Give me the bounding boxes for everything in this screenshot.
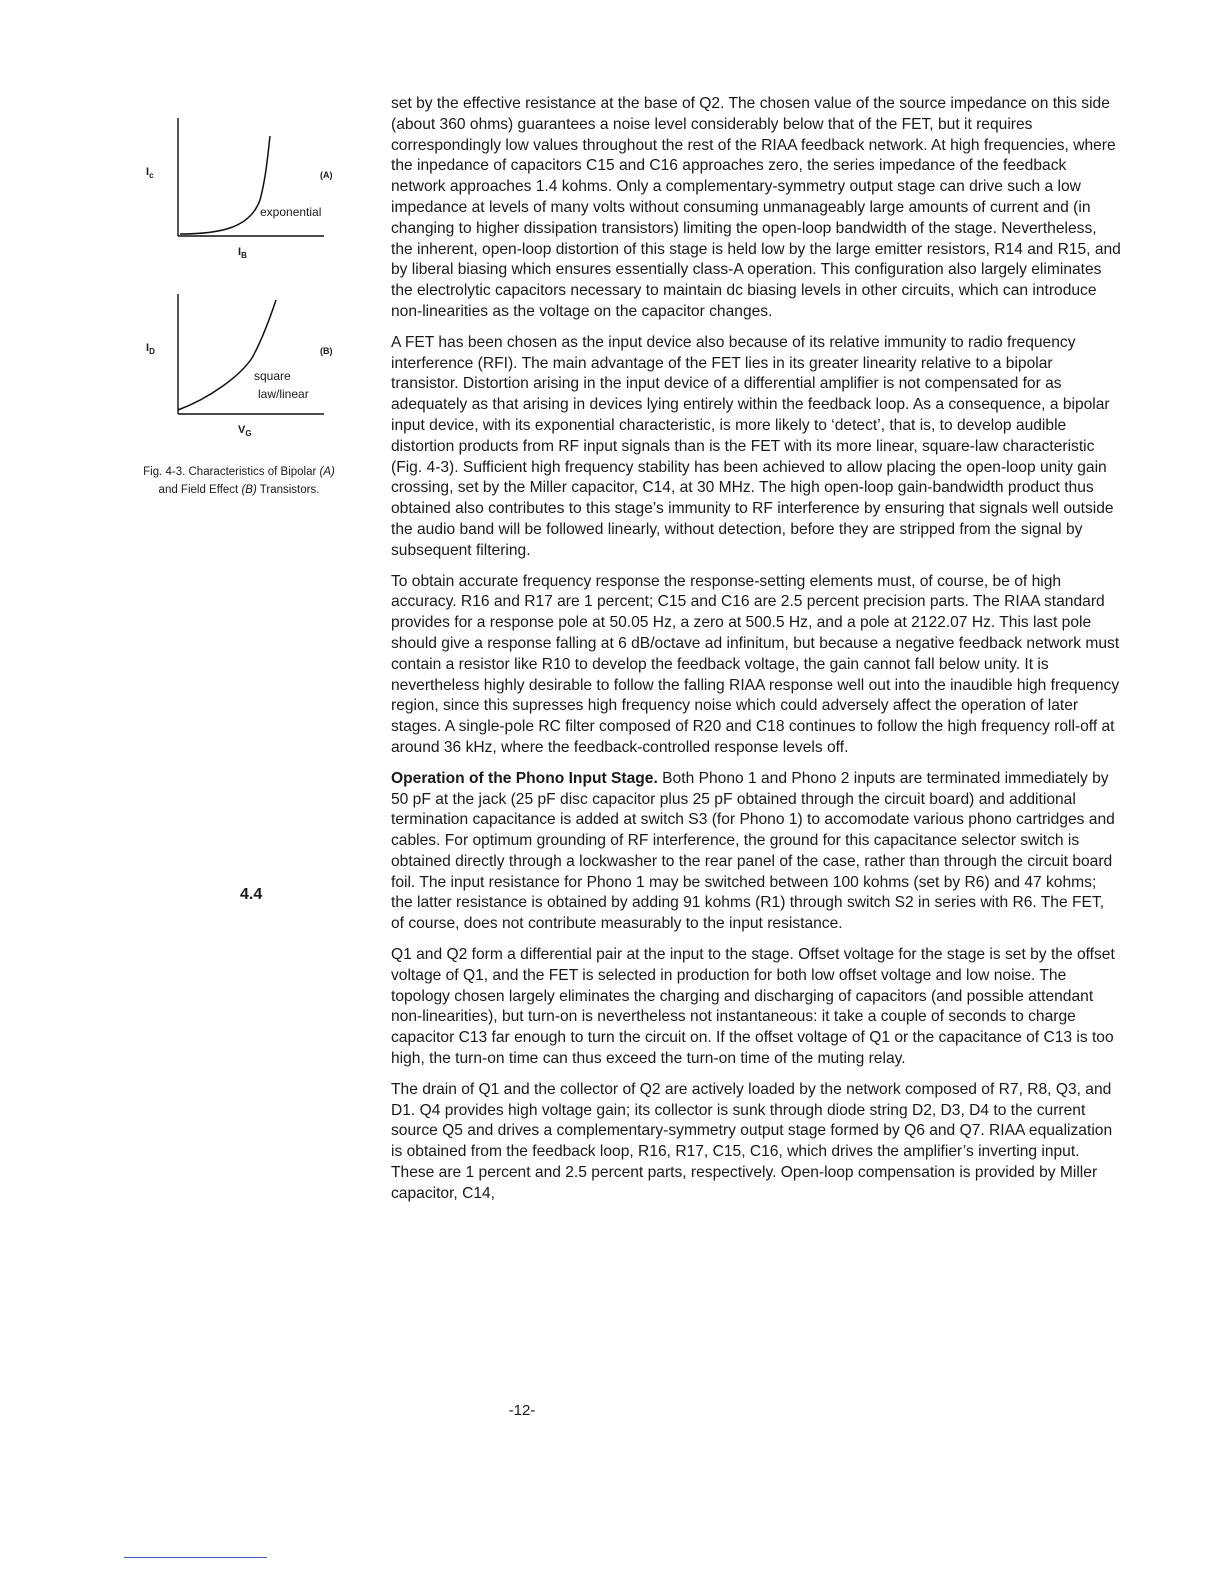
figure-caption [108,463,370,499]
graph-a-y-axis-label: $I_c$ [146,166,154,181]
page-number: -12- [508,1402,536,1419]
graph-b-y-axis-label: $I_D$ [146,342,155,357]
graph-a-exponential-curve [180,136,270,234]
graph-a-curve-label: exponential [260,205,322,219]
body-text-column [391,94,1121,1215]
graph-b-tag: (B) [320,346,333,356]
characteristic-curves-drawing [110,108,370,448]
transistor-characteristics-figure [110,108,370,508]
paragraph-frequency-response: To obtain accurate frequency response the response-setting elements must, of course, be of high accuracy. R16 and R17 are 1 percent; C15 and C16 are 2.5 percent precision parts. The RIAA standard provides for a response pole at 50.05 Hz, a zero at 500.5 Hz, and a pole at 2122.07 Hz. This last pole should give a response falling at 6 dB/octave ad infinitum, but because a negative feedback network must contain a resistor like R10 to develop the feedback voltage, the gain cannot fall below unity. It is nevertheless highly desirable to follow the falling RIAA response well out into the inaudible high frequency region, since this supresses high frequency noise which could adversely affect the operation of later stages. A single-pole RC filter composed of R20 and C18 continues to follow the high frequency roll-off at around 36 kHz, where the feedback-controlled response levels off. [391,572,1120,756]
graph-b-curve-label-line1: square [254,369,291,383]
section-heading: Operation of the Phono Input Stage. [391,769,658,787]
paragraph-phono-input-stage: Operation of the Phono Input Stage. Both Phono 1 and Phono 2 inputs are terminated immediately by 50 pF at the jack (25 pF disc capacitor plus 25 pF obtained through the circuit board) and additional termination capacitance is added at switch S3 (for Phono 1) to accomodate various phono cartridges and cables. For optimum grounding of RF interference, the ground for this capacitance selector switch is obtained directly through a lockwasher to the rear panel of the case, rather than through the circuit board foil. The input resistance for Phono 1 may be switched between 100 kohms (set by R6) and 47 kohms; the latter resistance is obtained by adding 91 kohms (R1) through switch S2 in series with R6. The FET, of course, does not contribute measurably to the input resistance. [391,769,1115,933]
paragraph-fet-rfi: A FET has been chosen as the input device also because of its relative immunity to radio frequency interference (RFI). The main advantage of the FET lies in its greater linearity relative to a bipolar transistor. Distortion arising in the input device of a differential amplifier is not compensated for as adequately as that arising in devices lying entirely within the feedback loop. As a consequence, a bipolar input device, with its exponential characteristic, is more likely to ‘detect’, that is, to develop audible distortion products from RF input signals than is the FET with its more linear, square-law characteristic (Fig. 4-3). Sufficient high frequency stability has been achieved to allow placing the open-loop unity gain crossing, set by the Miller capacitor, C14, at 30 MHz. The high open-loop gain-bandwidth product thus obtained also contributes to this stage’s immunity to RF interference by ensuring that signals well outside the audio band will be followed linearly, without detection, before they are stripped from the signal by subsequent filtering. [391,333,1114,559]
figure-caption-line1: Fig. 4-3. Characteristics of Bipolar (A) [143,466,335,478]
graph-a-tag: (A) [320,170,333,180]
footer-rule [124,1557,267,1558]
graph-b-x-axis-label: $V_G$ [238,424,252,439]
figure-caption-line2: and Field Effect (B) Transistors. [158,484,320,496]
section-number: 4.4 [240,886,263,903]
graph-b-curve-label-line2: law/linear [258,387,309,401]
paragraph-feedback-network: set by the effective resistance at the base of Q2. The chosen value of the source impedance on this side (about 360 ohms) guarantees a noise level considerably below that of the FET, but it requires correspondingly low values throughout the rest of the RIAA feedback network. At high frequencies, where the inpedance of capacitors C15 and C16 approaches zero, the series impedance of the feedback network approaches 1.4 kohms. Only a complementary-symmetry output stage can drive such a low impedance at levels of many volts without consuming unmanageably large amounts of current and (in changing to higher dissipation transistors) limiting the open-loop bandwidth of the stage. Nevertheless, the inherent, open-loop distortion of this stage is held low by the large emitter resistors, R14 and R15, and by liberal biasing which ensures essentially class-A operation. This configuration also largely eliminates the electrolytic capacitors necessary to maintain dc biasing levels in other circuits, which can introduce non-linearities as the voltage on the capacitor changes. [391,95,1121,320]
paragraph-differential-pair: Q1 and Q2 form a differential pair at the input to the stage. Offset voltage for the stage is set by the offset voltage of Q1, and the FET is selected in production for both low offset voltage and low noise. The topology chosen largely eliminates the charging and discharging of capacitors (and possible attendant non-linearities), but turn-on is nevertheless not instantaneous: it take a couple of seconds to charge capacitor C13 far enough to turn the circuit on. If the offset voltage of Q1 or the capacitance of C13 is too high, the turn-on time can thus exceed the turn-on time of the muting relay. [391,946,1115,1068]
paragraph-active-load: The drain of Q1 and the collector of Q2 are actively loaded by the network composed of R7, R8, Q3, and D1. Q4 provides high voltage gain; its collector is sunk through diode string D2, D3, D4 to the current source Q5 and drives a complementary-symmetry output stage formed by Q6 and Q7. RIAA equalization is obtained from the feedback loop, R16, R17, C15, C16, which drives the amplifier’s inverting input. These are 1 percent and 2.5 percent parts, respectively. Open-loop compensation is provided by Miller capacitor, C14, [391,1080,1113,1202]
graph-a-x-axis-label: $I_B$ [238,246,247,261]
